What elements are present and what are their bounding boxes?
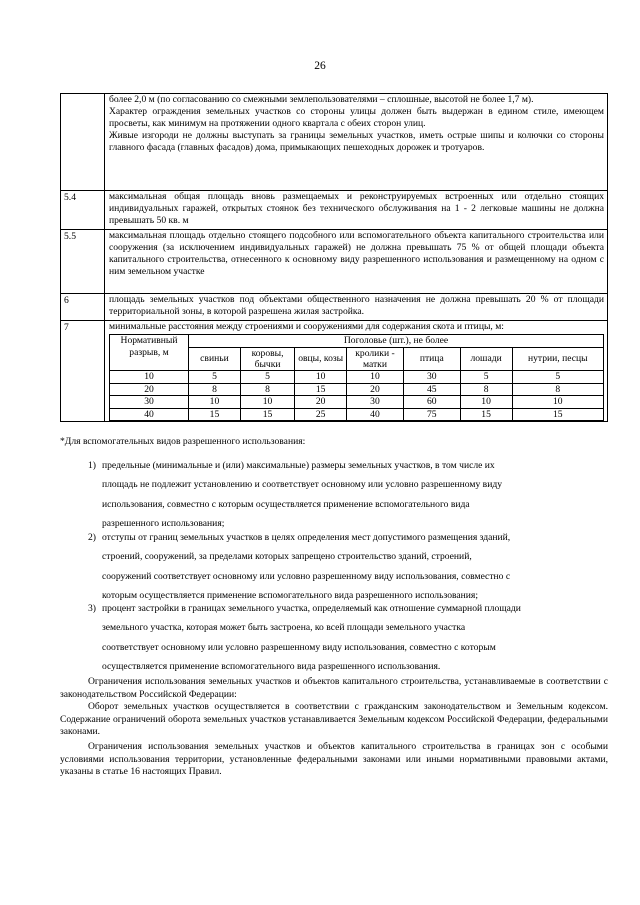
row-number: 5.5 bbox=[61, 230, 105, 294]
list-item bbox=[88, 599, 613, 677]
table-cell: 75 bbox=[403, 408, 460, 420]
table-cell: 15 bbox=[189, 408, 241, 420]
list-number: 1) bbox=[88, 460, 96, 471]
list-item bbox=[88, 456, 613, 534]
table-cell: 40 bbox=[110, 408, 189, 420]
table-cell: 5 bbox=[460, 371, 512, 383]
row-paragraph: Характер ограждения земельных участков со стороны улицы должен быть выдержан в едином стиле, имеющем просветы, как минимум на протяжении одного квартала с обеих сторон улиц. bbox=[109, 106, 604, 130]
table-cell: 15 bbox=[512, 408, 603, 420]
table-row bbox=[61, 230, 608, 294]
paragraph: Оборот земельных участков осуществляется в соответствии с гражданским законодательством и Земельным кодексом. Содержание ограничений оборота земельных участков устанавливается Земельным кодексом Российской Федерации, федеральными законами. bbox=[60, 701, 608, 738]
table-cell: 45 bbox=[403, 383, 460, 395]
list-line: строений, сооружений, за пределами которых запрещено строительство зданий, строений, bbox=[102, 551, 472, 563]
page-number: 26 bbox=[314, 60, 326, 72]
list-line: площадь не подлежит установлению и соответствует основному или условно разрешенному виду bbox=[102, 479, 503, 491]
header-row bbox=[110, 335, 604, 347]
row-number: 7 bbox=[61, 321, 105, 422]
list-line: земельного участка, которая может быть застроена, ко всей площади земельного участка bbox=[102, 622, 466, 634]
list-number: 3) bbox=[88, 603, 96, 614]
table-cell: 8 bbox=[189, 383, 241, 395]
table-cell: 5 bbox=[189, 371, 241, 383]
list-number: 2) bbox=[88, 532, 96, 543]
table-cell: 15 bbox=[240, 408, 294, 420]
list-line: предельные (минимальные и (или) максимальные) размеры земельных участков, в том числе их bbox=[102, 460, 495, 471]
data-row bbox=[110, 396, 604, 408]
row-text bbox=[105, 321, 608, 422]
column-header: коровы, бычки bbox=[240, 347, 294, 371]
table-cell: 10 bbox=[347, 371, 404, 383]
table-row bbox=[61, 294, 608, 321]
table-cell: 10 bbox=[110, 371, 189, 383]
table-cell: 8 bbox=[512, 383, 603, 395]
table-cell: 20 bbox=[295, 396, 347, 408]
table-cell: 5 bbox=[512, 371, 603, 383]
row-number bbox=[61, 94, 105, 191]
table-cell: 8 bbox=[460, 383, 512, 395]
numbered-list bbox=[88, 528, 613, 606]
table-cell: 30 bbox=[347, 396, 404, 408]
table-cell: 60 bbox=[403, 396, 460, 408]
column-header: кролики - матки bbox=[347, 347, 404, 371]
list-line: отступы от границ земельных участков в целях определения мест допустимого размещения зданий, bbox=[102, 532, 511, 543]
table-cell: 10 bbox=[295, 371, 347, 383]
column-header: лошади bbox=[460, 347, 512, 371]
table-cell: 25 bbox=[295, 408, 347, 420]
regulations-table bbox=[60, 93, 608, 422]
column-group-header: Поголовье (шт.), не более bbox=[189, 335, 604, 347]
row-number: 6 bbox=[61, 294, 105, 321]
paragraph: Ограничения использования земельных участков и объектов капитального строительства, устанавливаемые в соответствии с законодательством Российской Федерации: bbox=[60, 676, 608, 700]
column-header: птица bbox=[403, 347, 460, 371]
data-row bbox=[110, 371, 604, 383]
list-line: осуществляется применение вспомогательного вида разрешенного использования. bbox=[102, 661, 441, 673]
row-paragraph: более 2,0 м (по согласованию со смежными землепользователями – сплошные, высотой не более 1,7 м). bbox=[109, 94, 534, 105]
livestock-distance-table bbox=[109, 334, 604, 421]
table-cell: 10 bbox=[189, 396, 241, 408]
row-number: 5.4 bbox=[61, 191, 105, 230]
row-text bbox=[105, 294, 608, 321]
numbered-list bbox=[88, 599, 613, 677]
table-cell: 10 bbox=[512, 396, 603, 408]
row-text bbox=[105, 230, 608, 294]
table-cell: 20 bbox=[110, 383, 189, 395]
column-header: овцы, козы bbox=[295, 347, 347, 371]
table-cell: 20 bbox=[347, 383, 404, 395]
list-line: процент застройки в границах земельного участка, определяемый как отношение суммарной площади bbox=[102, 603, 521, 614]
row-text bbox=[105, 94, 608, 191]
body-text bbox=[60, 676, 608, 779]
table-row bbox=[61, 94, 608, 191]
table-cell: 10 bbox=[460, 396, 512, 408]
row-paragraph: площадь земельных участков под объектами общественного назначения не должна превышать 20 % от площади территориальной зоны, в которой разрешена жилая застройка. bbox=[109, 294, 604, 318]
table-row bbox=[61, 191, 608, 230]
table-cell: 30 bbox=[403, 371, 460, 383]
table-cell: 8 bbox=[240, 383, 294, 395]
table-cell: 10 bbox=[240, 396, 294, 408]
paragraph: Ограничения использования земельных участков и объектов капитального строительства в границах зон с особыми условиями использования территории, установленные федеральными законами или иными нормативными правовыми актами, указаны в статье 16 настоящих Правил. bbox=[60, 740, 608, 778]
row-text bbox=[105, 191, 608, 230]
data-row bbox=[110, 408, 604, 420]
row-paragraph: минимальные расстояния между строениями и сооружениями для содержания скота и птицы, м: bbox=[109, 321, 504, 332]
table-row bbox=[61, 321, 608, 422]
footnote: *Для вспомогательных видов разрешенного использования: bbox=[60, 436, 306, 447]
list-line: которым осуществляется применение вспомогательного вида разрешенного использования; bbox=[102, 590, 479, 602]
column-header: нутрии, песцы bbox=[512, 347, 603, 371]
row-paragraph: максимальная общая площадь вновь размещаемых и реконструируемых встроенных или отдельно стоящих индивидуальных гаражей, открытых стоянок без технического обслуживания на 1 - 2 легковые машины не должна превышать 50 кв. м bbox=[109, 191, 604, 227]
list-line: соответствует основному или условно разрешенному виду использования, совместно с которым bbox=[102, 641, 496, 653]
row-paragraph: Живые изгороди не должны выступать за границы земельных участков, иметь острые шипы и колючки со стороны главного фасада (главных фасадов) дома, примыкающих пешеходных дорожек и тротуаров. bbox=[109, 130, 604, 154]
list-item bbox=[88, 528, 613, 606]
list-line: разрешенного использования; bbox=[102, 518, 225, 530]
list-line: сооружений соответствует основному или условно разрешенному виду использования, совместно с bbox=[102, 570, 511, 582]
row-paragraph: максимальная площадь отдельно стоящего подсобного или вспомогательного объекта капитального строительства или сооружения (за исключением индивидуальных гаражей) не должна превышать 75 % от общей площади объекта капитального строительства, отнесенного к основному виду разрешенного использования и размещенному на одном с ним земельном участке bbox=[109, 230, 604, 278]
list-line: использования, совместно с которым осуществляется применение вспомогательного вида bbox=[102, 498, 470, 510]
column-header: свиньи bbox=[189, 347, 241, 371]
column-header: Нормативный разрыв, м bbox=[110, 335, 189, 371]
table-cell: 15 bbox=[460, 408, 512, 420]
data-row bbox=[110, 383, 604, 395]
numbered-list bbox=[88, 456, 613, 534]
table-cell: 40 bbox=[347, 408, 404, 420]
table-cell: 5 bbox=[240, 371, 294, 383]
table-cell: 15 bbox=[295, 383, 347, 395]
table-cell: 30 bbox=[110, 396, 189, 408]
